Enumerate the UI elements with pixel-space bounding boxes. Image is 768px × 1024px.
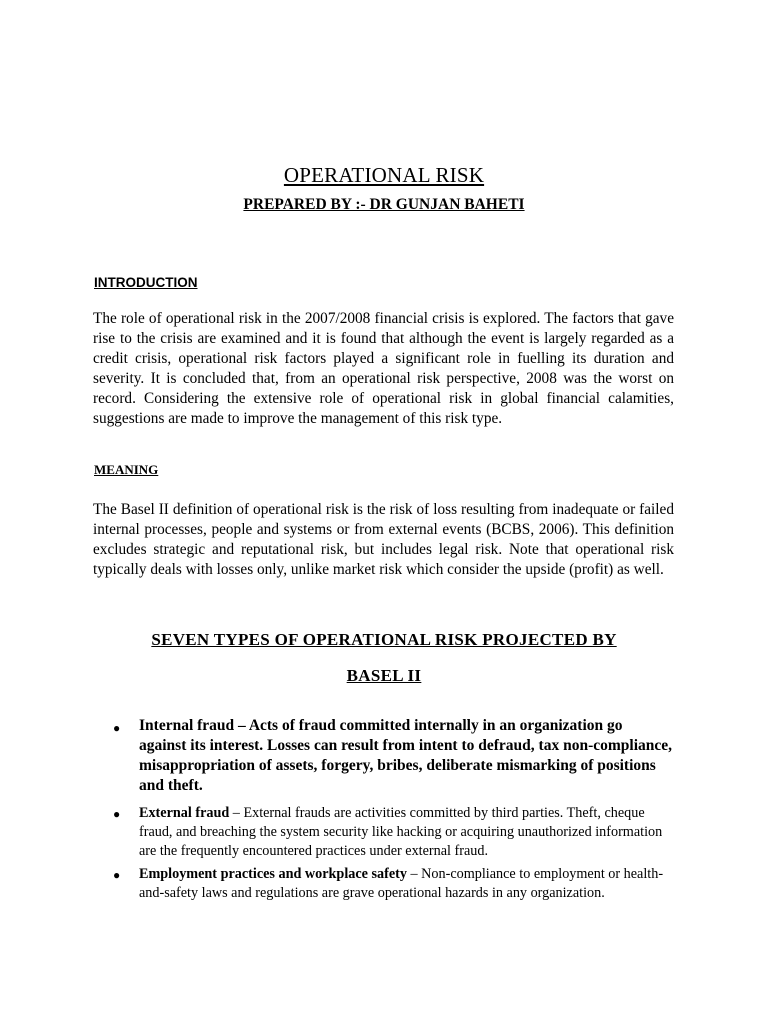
list-item-term: Employment practices and workplace safety <box>139 866 407 882</box>
meaning-heading: MEANING <box>94 462 159 477</box>
page-title: OPERATIONAL RISK <box>283 163 485 187</box>
bullet-icon: ● <box>113 868 121 882</box>
list-item <box>113 716 673 796</box>
seven-types-heading-line2-text: BASEL II <box>346 666 422 685</box>
list-item <box>113 865 673 903</box>
list-item <box>113 804 673 861</box>
risk-types-list <box>113 716 673 903</box>
meaning-paragraph: The Basel II definition of operational risk is the risk of loss resulting from inadequate or failed internal processes, people and systems or from external events (BCBS, 2006). This definition excludes strategic and reputational risk, but includes legal risk. Note that operational risk typically deals with losses only, unlike market risk which consider the upside (profit) as well. <box>93 501 674 578</box>
introduction-heading: INTRODUCTION <box>94 275 198 290</box>
seven-types-heading: SEVEN TYPES OF OPERATIONAL RISK PROJECTED BY <box>151 630 617 649</box>
list-item-text: – Acts of fraud committed internally in an organization go against its interest. Losses can result from intent to defraud, tax non-compliance, misappropriation of assets, forgery, bribes, deliberate mismarking of positions and theft. <box>139 717 673 794</box>
list-item-term: Internal fraud <box>139 717 235 734</box>
author-line: PREPARED BY :- DR GUNJAN BAHETI <box>243 196 525 213</box>
list-item-term: External fraud <box>139 805 230 821</box>
bullet-icon: ● <box>113 721 121 735</box>
bullet-icon: ● <box>113 807 121 821</box>
introduction-paragraph: The role of operational risk in the 2007/2008 financial crisis is explored. The factors that gave rise to the crisis are examined and it is found that although the event is largely regarded as a credit crisis, operational risk factors played a significant role in fuelling its duration and severity. It is concluded that, from an operational risk perspective, 2008 was the worst on record. Considering the extensive role of operational risk in global financial calamities, suggestions are made to improve the management of this risk type. <box>93 310 674 427</box>
list-item-text: – Non-compliance to employment or health-and-safety laws and regulations are grave operational hazards in any organization. <box>139 866 664 901</box>
seven-types-heading-line2 <box>60 666 708 686</box>
list-item-text: – External frauds are activities committed by third parties. Theft, cheque fraud, and breaching the system security like hacking or acquiring unauthorized information are the frequently encountered practices under external fraud. <box>139 805 663 859</box>
